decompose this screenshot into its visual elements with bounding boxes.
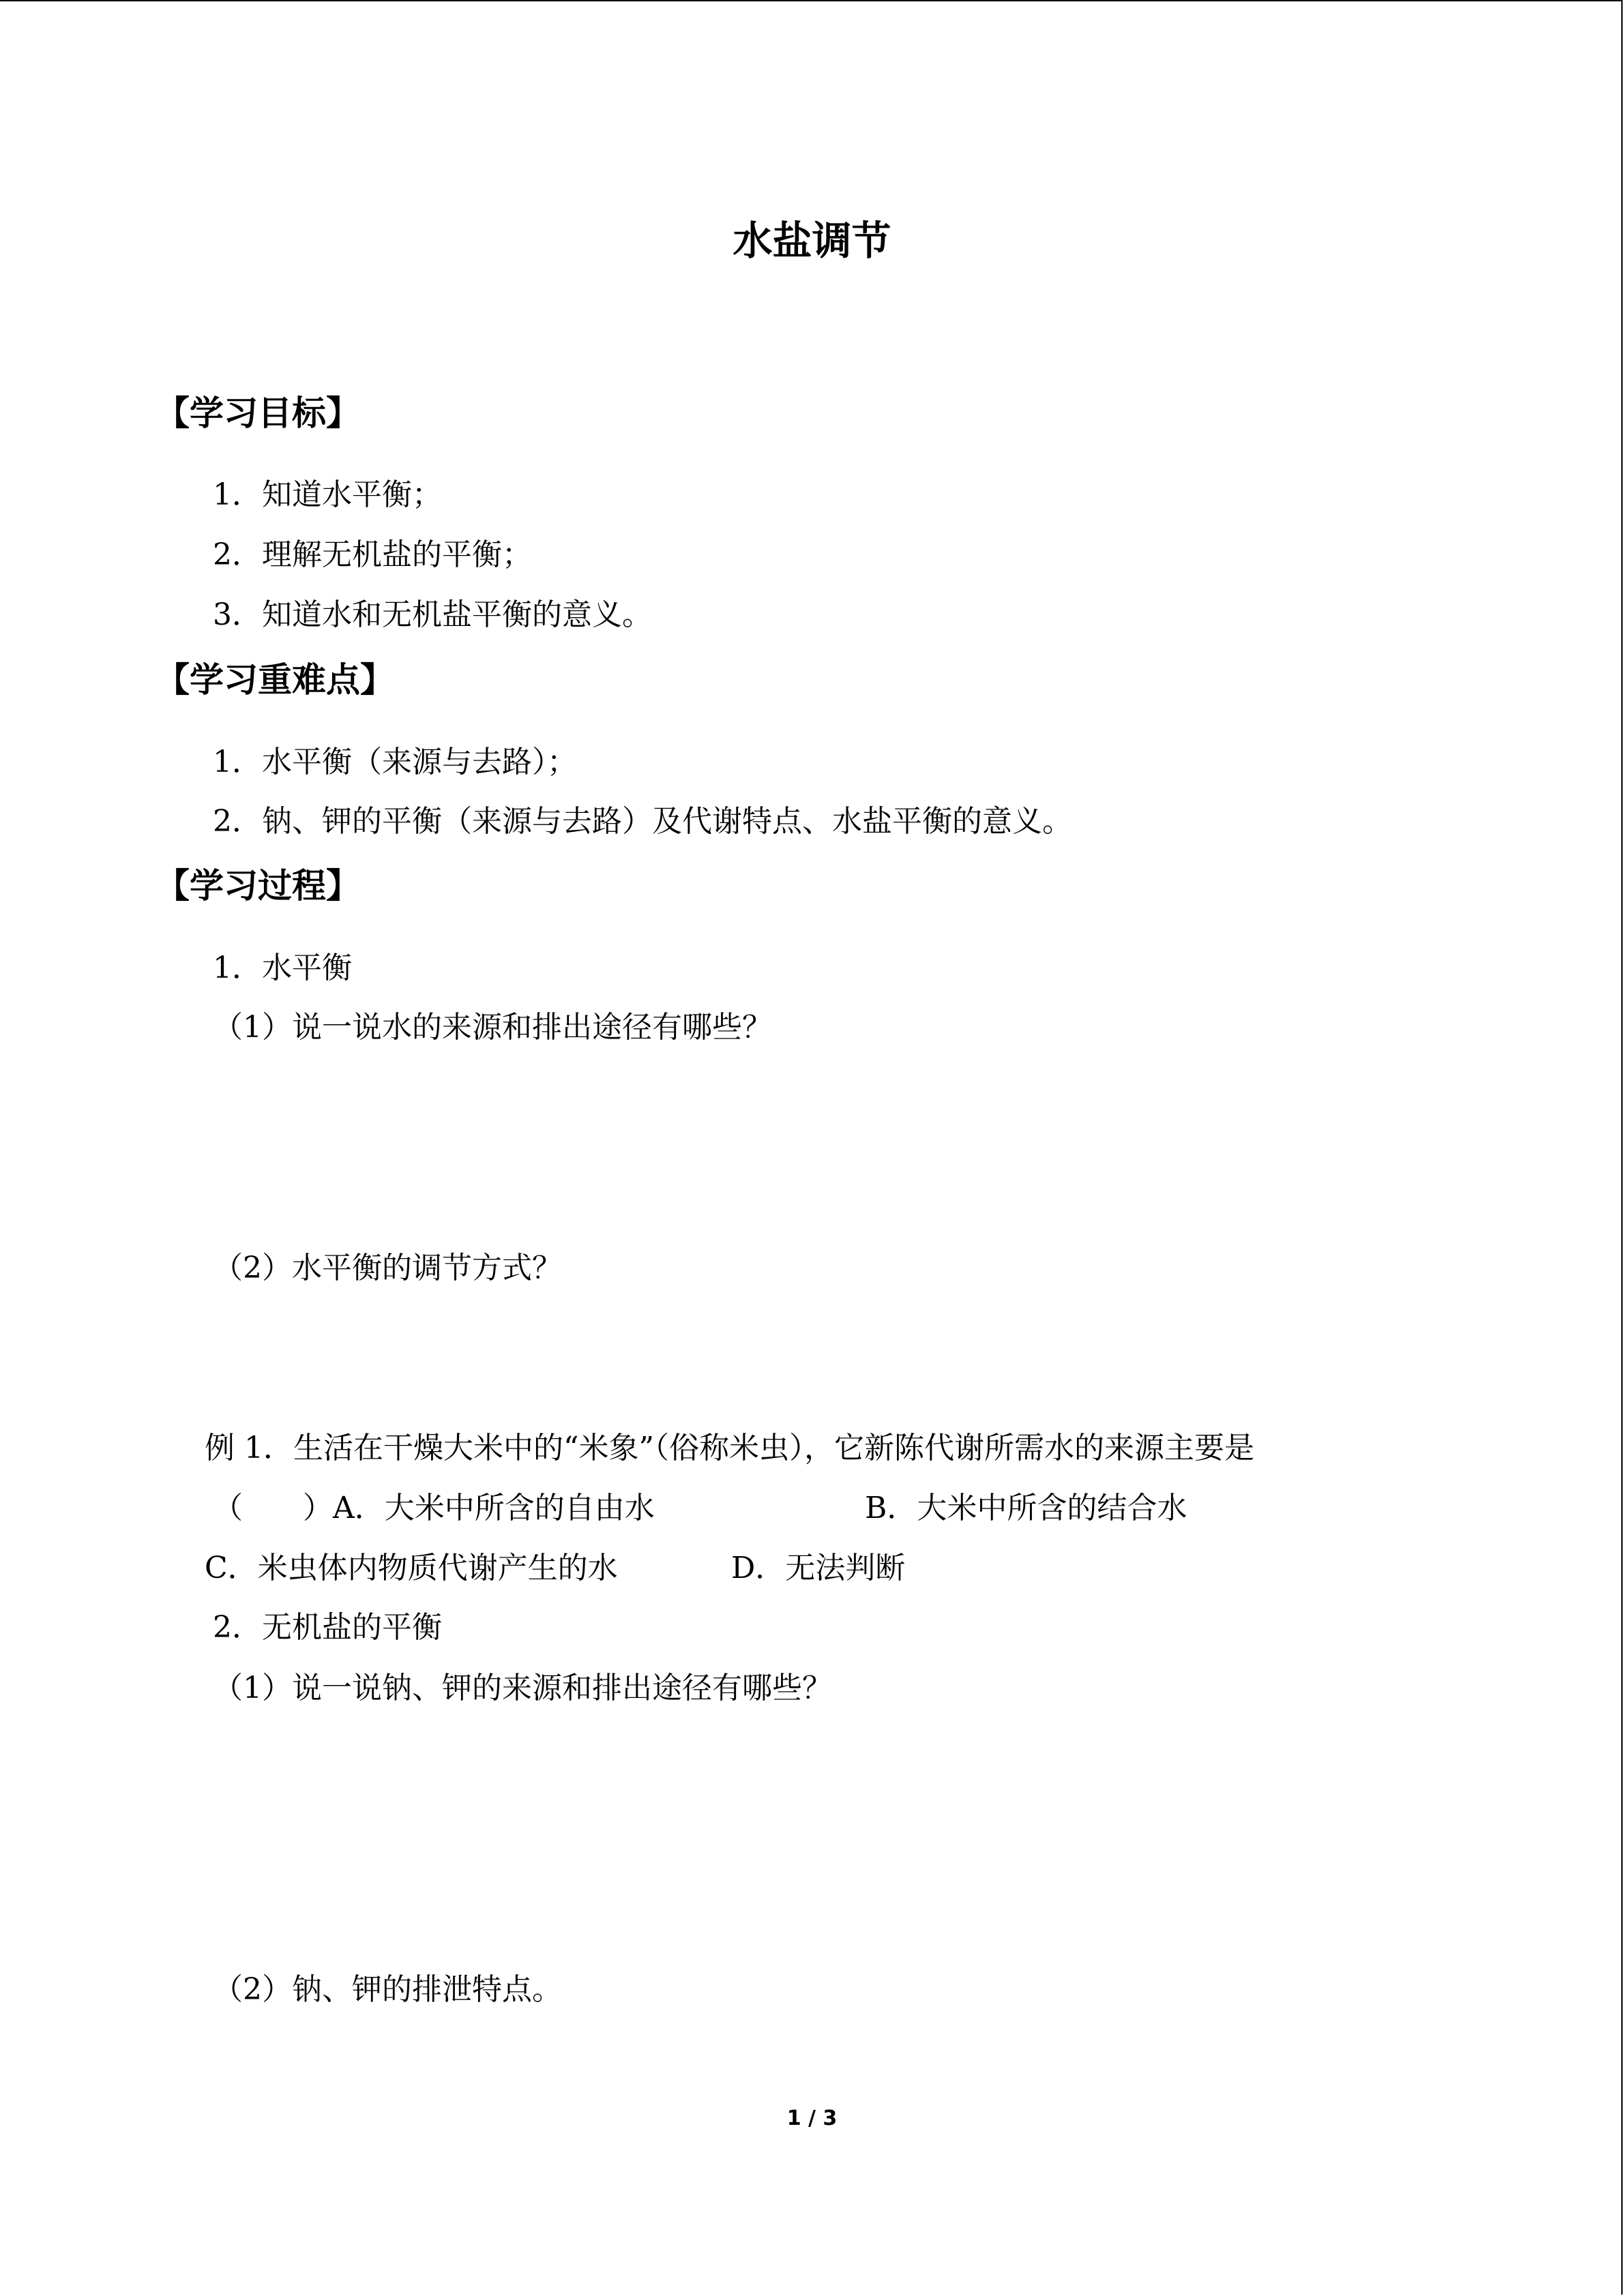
key-points-heading: 【学习重难点】 [156,660,394,700]
salt-balance-title: 2．无机盐的平衡 [213,1610,442,1645]
salt-question-2: （2）钠、钾的排泄特点。 [213,1972,562,2007]
example-1-option-b: B．大米中所含的结合水 [865,1491,1187,1525]
key-point-item-1: 1．水平衡（来源与去路）； [213,745,577,779]
example-1-option-d: D．无法判断 [731,1551,906,1585]
objective-item-1: 1．知道水平衡； [213,477,442,512]
water-balance-title: 1．水平衡 [213,951,352,985]
salt-question-1: （1）说一说钠、钾的来源和排出途径有哪些？ [213,1671,832,1705]
example-1-option-c: C．米虫体内物质代谢产生的水 [205,1551,618,1585]
objective-item-3: 3．知道水和无机盐平衡的意义。 [213,597,652,632]
process-heading: 【学习过程】 [156,866,360,906]
water-question-2: （2）水平衡的调节方式？ [213,1251,562,1285]
water-question-1: （1）说一说水的来源和排出途径有哪些？ [213,1010,772,1045]
example-1-option-a: A．大米中所含的自由水 [333,1491,655,1525]
key-point-item-2: 2．钠、钾的平衡（来源与去路）及代谢特点、水盐平衡的意义。 [213,804,1072,839]
example-1-stem: 例 1．生活在干燥大米中的“米象”（俗称米虫），它新陈代谢所需水的来源主要是 [205,1431,1254,1465]
objective-item-2: 2．理解无机盐的平衡； [213,537,532,572]
example-1-bracket: （ ） [213,1491,333,1525]
document-title: 水盐调节 [733,218,891,264]
objectives-heading: 【学习目标】 [156,393,360,433]
page-number: 1 / 3 [786,2106,838,2130]
